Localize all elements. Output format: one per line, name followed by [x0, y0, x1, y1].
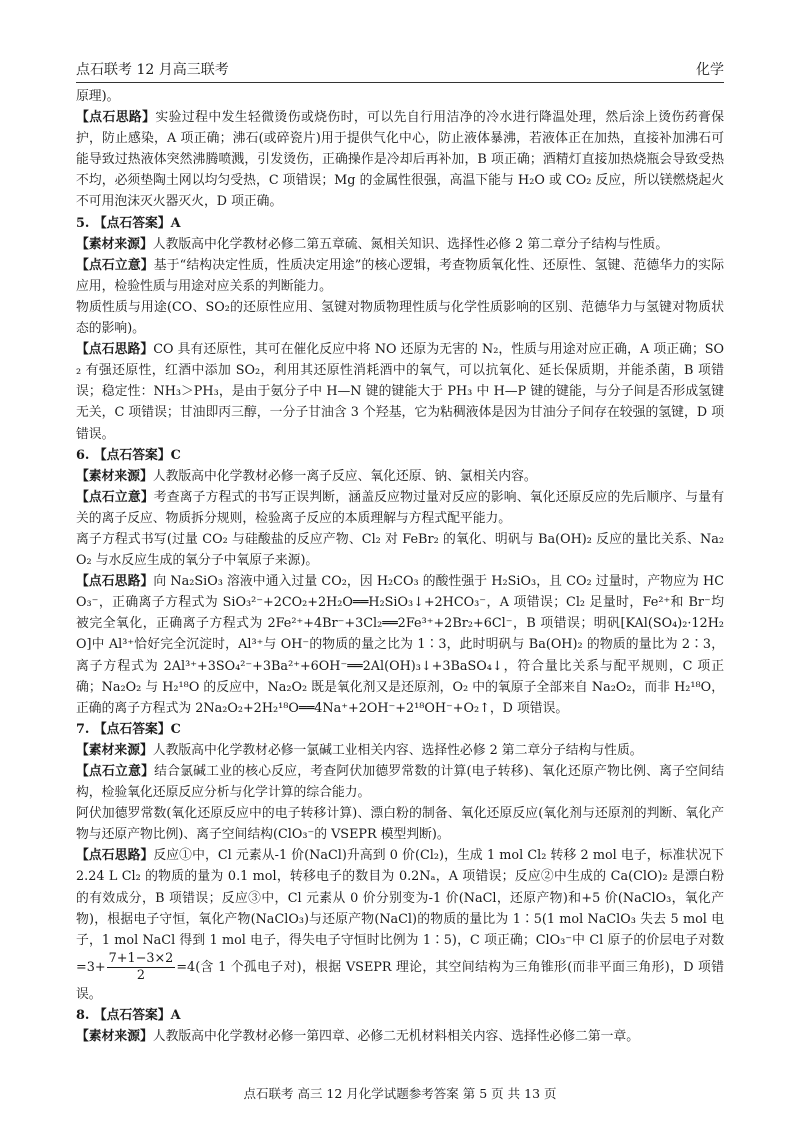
fraction-denominator: 2	[136, 967, 146, 983]
section-tag: 【素材来源】	[76, 236, 153, 252]
question-answer: 8. 【点石答案】A	[76, 1007, 181, 1023]
section-tag: 【点石立意】	[76, 764, 155, 779]
paragraph: 阿伏加德罗常数(氧化还原反应中的电子转移计算)、漂白粉的制备、氧化还原反应(氧化剂与还原剂的判断、氧化产物与还原产物比例)、离子空间结构(ClO₃⁻的 VSEPR 模型判断)。	[76, 806, 724, 843]
section-tag: 【点石立意】	[76, 489, 154, 505]
section-tag: 【点石思路】	[76, 342, 154, 358]
paragraph: 【素材来源】人教版高中化学教材必修一离子反应、氧化还原、钠、氯相关内容。	[76, 468, 537, 484]
question-answer: 7. 【点石答案】C	[76, 721, 181, 737]
question-answer: 6. 【点石答案】C	[76, 447, 181, 463]
paragraph: 【点石立意】基于“结构决定性质，性质决定用途”的核心逻辑，考查物质氧化性、还原性、氢键、范德华力的实际应用，检验性质与用途对应关系的判断能力。	[76, 257, 725, 294]
section-tag: 【点石思路】	[76, 574, 154, 590]
paragraph: 【点石立意】考查离子方程式的书写正误判断，涵盖反应物过量对反应的影响、氧化还原反应的先后顺序、与量有关的离子反应、物质拆分规则，检验离子反应的本质理解与方程式配平能力。	[76, 489, 725, 526]
section-tag: 【点石思路】	[76, 110, 156, 126]
paragraph: 【点石立意】结合氯碱工业的核心反应，考查阿伏加德罗常数的计算(电子转移)、氧化还原产物比例、离子空间结构，检验氧化还原反应分析与化学计算的综合能力。	[76, 764, 724, 801]
header-exam-title: 点石联考 12 月高三联考	[76, 62, 229, 78]
section-tag: 【点石立意】	[76, 257, 154, 273]
header-subject: 化学	[696, 62, 724, 78]
vsepr-fraction	[107, 951, 176, 984]
question-answer: 5. 【点石答案】A	[76, 215, 181, 231]
fraction-numerator: 7+1−3×2	[108, 950, 174, 966]
page-footer: 点石联考 高三 12 月化学试题参考答案 第 5 页 共 13 页	[243, 1086, 557, 1101]
paragraph: 【点石思路】反应①中，Cl 元素从-1 价(NaCl)升高到 0 价(Cl₂)，生成 1 mol Cl₂ 转移 2 mol 电子，标准状况下 2.24 L Cl₂ 的物质的量为 0.1 mol，转移电子的数目为 0.2Nₐ，A 项错误；反应②中生成的 Ca(ClO)₂ 是漂白粉的有效成分，B 项错误；反应③中，Cl 元素从 0 价分别变为-1 价(NaCl，还原产物)和+5 价(NaClO₃，氧化产物)，根据电子守恒，氧化产物(NaClO₃)与还原产物(NaCl)的物质的量比为 1∶5(1 mol NaClO₃ 失去 5 mol 电子，1 mol NaCl 得到 1 mol 电子，得失电子守恒时比例为 1∶5)，C 项正确；ClO₃⁻中 Cl 原子的价层电子对数=3+ $\frac{7+1-3\times 2}{2}$ =4(含 1 个孤电子对)，根据 VSEPR 理论，其空间结构为三角锥形(而非平面三角形)，D 项错误。	[76, 848, 725, 1002]
page-header	[76, 60, 724, 83]
paragraph: 【点石思路】实验过程中发生轻微烫伤或烧伤时，可以先自行用洁净的冷水进行降温处理，然后涂上烫伤药膏保护，防止感染，A 项正确；沸石(或碎瓷片)用于提供气化中心，防止液体暴沸，若液体正在加热，直接补加沸石可能导致过热液体突然沸腾喷溅，引发烫伤，正确操作是冷却后再补加，B 项正确；酒精灯直接加热烧瓶会导致受热不均，必须垫陶土网以均匀受热，C 项错误；Mg 的金属性很强，高温下能与 H₂O 或 CO₂ 反应，所以镁燃烧起火不可用泡沫灭火器灭火，D 项正确。	[76, 110, 725, 210]
paragraph: 【素材来源】人教版高中化学教材必修一第四章、必修二无机材料相关内容、选择性必修二第一章。	[76, 1029, 640, 1045]
section-tag: 【素材来源】	[76, 742, 153, 758]
section-tag: 【素材来源】	[76, 468, 153, 484]
paragraph: 物质性质与用途(CO、SO₂的还原性应用、氢键对物质物理性质与化学性质影响的区别、范德华力与氢键对物质状态的影响)。	[76, 299, 724, 337]
section-tag: 【素材来源】	[76, 1029, 153, 1045]
paragraph: 【点石思路】CO 具有还原性，其可在催化反应中将 NO 还原为无害的 N₂，性质与用途对应正确，A 项正确；SO₂ 有强还原性，红酒中添加 SO₂，利用其还原性消耗酒中的氧气，可以抗氧化、延长保质期，并能杀菌，B 项错误；稳定性：NH₃＞PH₃，是由于氨分子中 H—N 键的键能大于 PH₃ 中 H—P 键的键能，与分子间是否形成氢键无关，C 项错误；甘油即丙三醇，一分子甘油含 3 个羟基，它为粘稠液体是因为甘油分子间存在较强的氢键，D 项错误。	[76, 342, 725, 442]
section-tag: 【点石思路】	[76, 848, 154, 864]
paragraph: 离子方程式书写(过量 CO₂ 与硅酸盐的反应产物、Cl₂ 对 FeBr₂ 的氧化、明矾与 Ba(OH)₂ 反应的量比关系、Na₂O₂ 与水反应生成的氧分子中氧原子来源)。	[76, 531, 724, 569]
answer-content	[76, 86, 724, 1047]
paragraph: 【素材来源】人教版高中化学教材必修二第五章硫、氮相关知识、选择性必修 2 第二章分子结构与性质。	[76, 236, 669, 252]
paragraph: 【点石思路】向 Na₂SiO₃ 溶液中通入过量 CO₂，因 H₂CO₃ 的酸性强于 H₂SiO₃，且 CO₂ 过量时，产物应为 HCO₃⁻，正确离子方程式为 SiO₃²⁻+2CO₂+2H₂O══H₂SiO₃↓+2HCO₃⁻，A 项错误；Cl₂ 足量时，Fe²⁺和 Br⁻均被完全氧化，正确离子方程式为 2Fe²⁺+4Br⁻+3Cl₂══2Fe³⁺+2Br₂+6Cl⁻，B 项错误；明矾[KAl(SO₄)₂·12H₂O]中 Al³⁺恰好完全沉淀时，Al³⁺与 OH⁻的物质的量之比为 1∶3，此时明矾与 Ba(OH)₂ 的物质的量比为 2∶3，离子方程式为 2Al³⁺+3SO₄²⁻+3Ba²⁺+6OH⁻══2Al(OH)₃↓+3BaSO₄↓，符合量比关系与配平规则，C 项正确；Na₂O₂ 与 H₂¹⁸O 的反应中，Na₂O₂ 既是氧化剂又是还原剂，O₂ 中的氧原子全部来自 Na₂O₂，而非 H₂¹⁸O，正确的离子方程式为 2Na₂O₂+2H₂¹⁸O══4Na⁺+2OH⁻+2¹⁸OH⁻+O₂↑，D 项错误。	[76, 574, 725, 716]
paragraph: 【素材来源】人教版高中化学教材必修一氯碱工业相关内容、选择性必修 2 第二章分子结构与性质。	[76, 742, 643, 758]
paragraph: 原理)。	[76, 89, 120, 104]
